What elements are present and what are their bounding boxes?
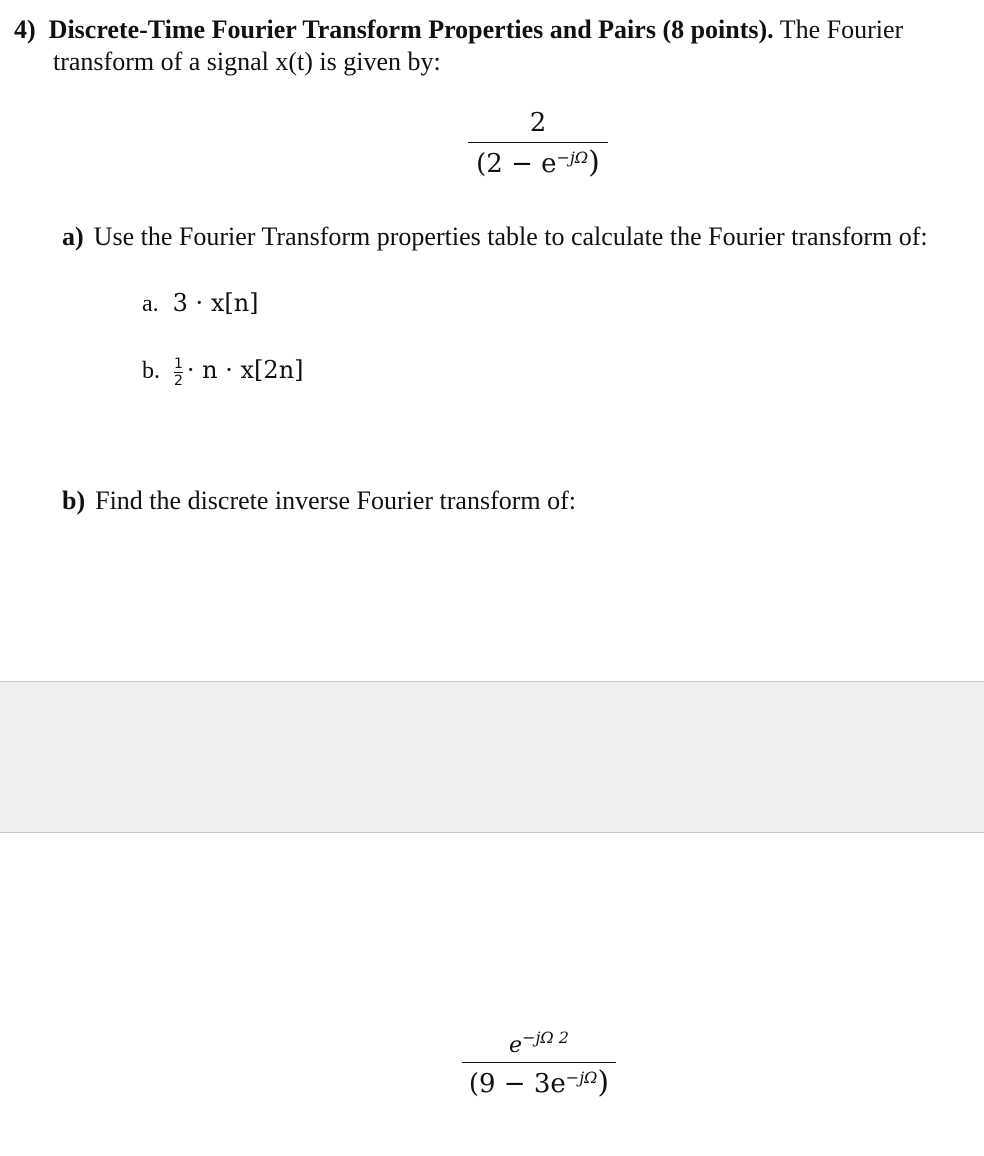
one-half-fraction [174,357,183,388]
given-transform-numerator: 2 [529,108,547,138]
given-transform-formula [468,108,608,180]
denominator-exponent: −jΩ [565,1068,598,1087]
item-expression: 3 · x[n] [172,289,259,317]
question-number: 4) [14,15,36,44]
part-a-item-b [142,355,304,388]
part-a-text: Use the Fourier Transform properties table to calculate the Fourier transform of: [93,222,928,251]
denominator-suffix: ) [597,1065,610,1100]
item-label: a. [142,291,159,317]
item-label: b. [142,358,160,384]
numerator-base: e [509,1033,523,1058]
inverse-transform-denominator [462,1065,616,1100]
answer-area-top[interactable] [0,681,984,758]
part-b-label: b) [62,486,86,515]
item-expression: · n · x[2n] [186,356,304,384]
fraction-bar [462,1062,616,1063]
inverse-transform-formula [462,1028,616,1100]
denominator-exponent: −jΩ [556,148,589,167]
part-a-label: a) [62,222,84,251]
denominator-prefix: (9 − 3e [468,1069,566,1099]
question-intro-line1: The Fourier [779,15,904,44]
question-header [14,14,974,78]
inverse-transform-numerator [462,1028,616,1058]
fraction-denominator: 2 [174,372,183,389]
fraction-bar [468,142,608,143]
numerator-exponent: −jΩ 2 [522,1028,569,1047]
question-title: Discrete-Time Fourier Transform Properties and Pairs (8 points). [48,15,774,44]
fraction-numerator: 1 [174,355,183,372]
part-a-item-a [142,288,259,319]
part-b-heading [62,485,972,517]
denominator-suffix: ) [588,145,600,180]
question-intro-line2: transform of a signal x(t) is given by: [53,47,441,76]
given-transform-denominator [468,145,608,180]
part-b-text: Find the discrete inverse Fourier transform of: [95,486,576,515]
denominator-prefix: (2 − e [476,149,557,179]
part-a-heading [62,221,972,253]
answer-area-bottom[interactable] [0,757,984,833]
